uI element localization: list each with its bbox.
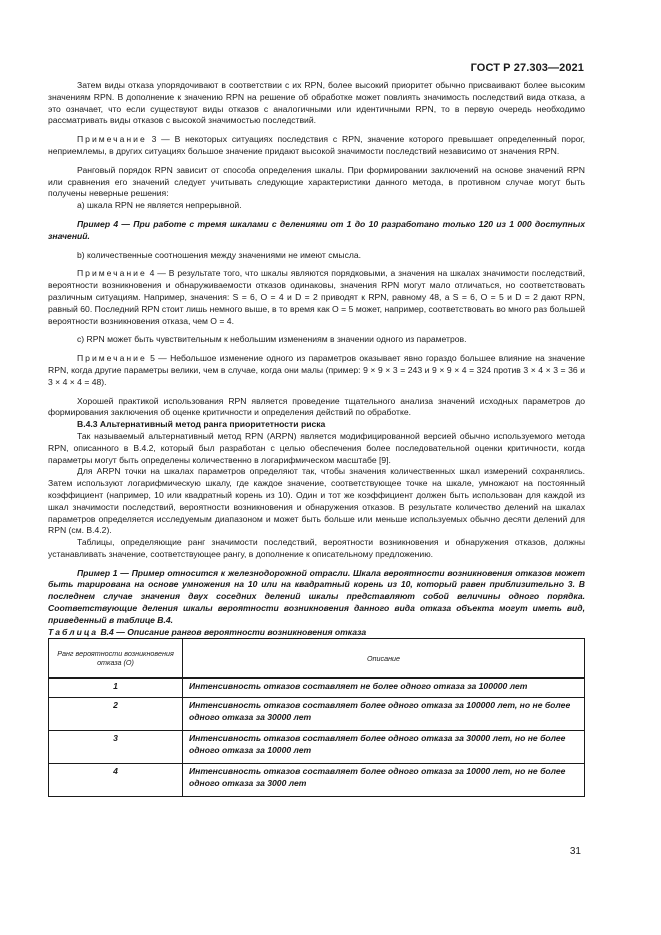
- table-header-row: [49, 639, 585, 679]
- table-caption: [48, 627, 585, 639]
- section-title: В.4.3 Альтернативный метод ранга приоритетности риска: [77, 419, 326, 430]
- example-1: Пример 1 — Пример относится к железнодорожной отрасли. Шкала вероятности возникновения отказов может быть тарирована на основе умножения на 10 или на квадратный корень из 10, который равен приблизительно 3. В последнем случае значения двух соседних делений шкалы представляют собой величины одного порядка. Соответствующие деления шкалы вероятности возникновения данного вида отказа объекта могут иметь вид, приведенный в таблице В.4.: [48, 567, 585, 625]
- example-4: Пример 4 — При работе с тремя шкалами с делениями от 1 до 10 разработано только 120 из 1 000 доступных значений.: [48, 218, 585, 241]
- list-item-c: c) RPN может быть чувствительным к небольшим изменениям в значении одного из параметров.: [77, 334, 467, 345]
- paragraph: Так называемый альтернативный метод RPN (ARPN) является модифицированной версией обычно используемого метода RPN, описанного в В.4.2, который был разработан с целью обеспечения более последовательной оценки критичности, когда параметры могут быть определены количественно в логарифмическом масштабе [9].: [48, 430, 585, 465]
- paragraph: Таблицы, определяющие ранг значимости последствий, вероятности возникновения и обнаружения отказов, должны устанавливать значение, соответствующее рангу, в дополнение к описательному предложению.: [48, 537, 585, 559]
- paragraph: Хорошей практикой использования RPN является проведение тщательного анализа значений исходных параметров до формирования заключения об оценке критичности и определения действий по обработке.: [48, 395, 585, 418]
- document-body: [48, 80, 585, 797]
- table-row: [49, 764, 585, 797]
- table-row: [49, 678, 585, 698]
- paragraph: Затем виды отказа упорядочивают в соответствии с их RPN, более высокий приоритет обычно присваивают более высоким значениям RPN. В дополнение к значению RPN на решение об обработке может повлиять значимость последствий вида отказа, а это означает, что если существуют виды отказов с аналогичными или идентичными RPN, то в первую очередь необходимо рассматривать виды отказов с высокой значимостью последствий.: [48, 80, 585, 126]
- rank-cell: 2: [49, 698, 183, 731]
- note-5: [48, 353, 585, 388]
- note-3: [48, 134, 585, 158]
- note-text: 5 — Небольшое изменение одного из параметров оказывает явно гораздо большее влияние на значение RPN, когда другие параметры велики, чем в случае, когда они малы (пример: 9 × 9 × 3 = 243 и 9 × 9 × 4 = 324 против 3 × 4 × 3 = 36 и 3 × 4 × 4 = 48).: [48, 353, 585, 387]
- column-header-description: Описание: [183, 639, 585, 679]
- table-row: [49, 698, 585, 731]
- description-cell: Интенсивность отказов составляет более одного отказа за 10000 лет, но не более одного отказа за 3000 лет: [183, 764, 585, 797]
- rank-cell: 3: [49, 731, 183, 764]
- note-4: [48, 268, 585, 327]
- note-text: 3 — В некоторых ситуациях последствия с RPN, значение которого превышает определенный порог, неприемлемы, в других ситуациях большое значение придают высокой значимости последствий независимо от значения RPN.: [48, 134, 585, 156]
- column-header-rank: Ранг вероятности возникновения отказа (O): [49, 639, 183, 679]
- list-item-b: b) количественные соотношения между значениями не имеют смысла.: [77, 249, 362, 260]
- note-label: Примечание: [77, 353, 147, 364]
- probability-rank-table: [48, 638, 585, 797]
- table-caption-label: Таблица: [48, 626, 99, 637]
- paragraph: Ранговый порядок RPN зависит от способа определения шкалы. При формировании заключений на основе значений RPN или сравнения его значений следует учитывать следующие характеристики данного метода, в противном случае могут быть получены неверные решения:: [48, 164, 585, 199]
- description-cell: Интенсивность отказов составляет более одного отказа за 100000 лет, но не более одного отказа за 30000 лет: [183, 698, 585, 731]
- note-label: Примечание: [77, 268, 147, 279]
- document-header: ГОСТ Р 27.303—2021: [470, 62, 584, 74]
- table-row: [49, 731, 585, 764]
- page-number: 31: [569, 846, 581, 857]
- note-text: 4 — В результате того, что шкалы являются порядковыми, а значения на шкалах значимости последствий, вероятности возникновения и обнаруживаемости отказов одинаковы, значения RPN могут мало отличаться, но соответствовать различным ситуациям. Например, значения: S = 6, O = 4 и D = 2 приводят к RPN, равному 48, а S = 6, O = 5 и D = 2 дают RPN, равный 60. Последний RPN стоит лишь немного выше, в то время как O = 5 может, например, соответствовать во много раз большей вероятности возникновения отказа, чем O = 4.: [48, 268, 585, 326]
- description-cell: Интенсивность отказов составляет не более одного отказа за 100000 лет: [183, 678, 585, 698]
- table-caption-text: В.4 — Описание рангов вероятности возникновения отказа: [98, 626, 367, 637]
- description-cell: Интенсивность отказов составляет более одного отказа за 30000 лет, но не более одного отказа за 10000 лет: [183, 731, 585, 764]
- paragraph: Для ARPN точки на шкалах параметров определяют так, чтобы значения количественных шкал измерений сохранялись. Затем используют логарифмическую шкалу, где каждое значение, соответствующее точке на шкале, умножают на постоянный коэффициент (например, 10 или квадратный корень из 10). Один и тот же коэффициент должен быть использован для каждой из шкал значимости последствий, вероятности возникновения и обнаружения отказов. В результате количество делений на шкалах параметров определяется исследуемым диапазоном и может быть больше или меньше используемых обычно десяти делений для RPN (см. В.4.2).: [48, 466, 585, 536]
- rank-cell: 4: [49, 764, 183, 797]
- list-item-a: а) шкала RPN не является непрерывной.: [77, 200, 242, 211]
- note-label: Примечание: [77, 134, 147, 145]
- rank-cell: 1: [49, 678, 183, 698]
